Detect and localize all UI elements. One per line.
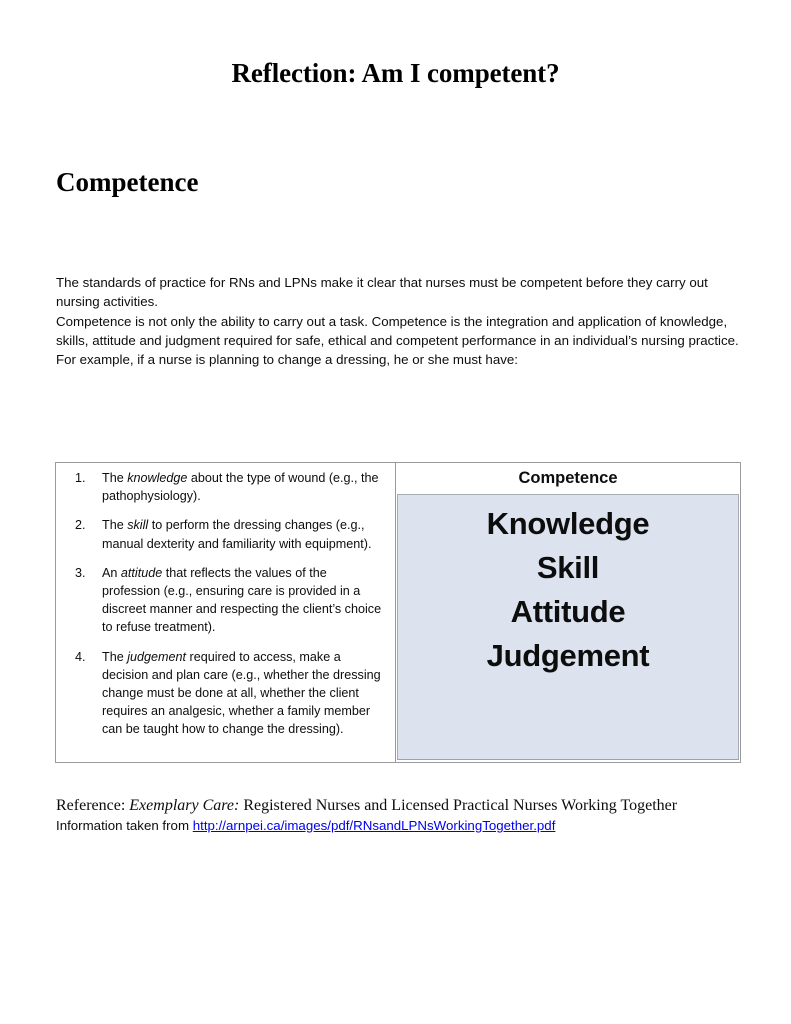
competence-table xyxy=(55,462,741,763)
requirement-item xyxy=(102,516,387,552)
competence-word: Knowledge xyxy=(486,506,650,541)
page-title: Reflection: Am I competent? xyxy=(231,58,560,88)
intro-paragraph-1: The standards of practice for RNs and LPNs make it clear that nurses must be competent before they carry out nursing activities. xyxy=(56,275,708,310)
competence-word: Attitude xyxy=(510,594,626,629)
competence-word: Judgement xyxy=(486,638,650,673)
requirement-lead: The xyxy=(102,471,128,485)
section-heading-competence: Competence xyxy=(56,167,199,197)
requirement-item xyxy=(102,648,387,739)
requirement-emphasis: judgement xyxy=(127,649,187,664)
intro-paragraph-2: Competence is not only the ability to carry out a task. Competence is the integration and application of knowledge, skills, attitude and judgment required for safe, ethical and competent performance in an individual’s nursing practice. For example, if a nurse is planning to change a dressing, he or she must have: xyxy=(56,313,739,368)
requirement-item xyxy=(102,564,387,637)
reference-label: Reference: xyxy=(56,797,130,814)
requirement-lead: An xyxy=(102,565,121,580)
requirement-emphasis: attitude xyxy=(120,565,163,580)
requirement-rest: required to access, make a decision and plan care (e.g., whether the dressing change must be done at all, whether the client requires an analgesic, whether a family member can be taught how to change the dressing). xyxy=(102,649,381,737)
requirement-lead: The xyxy=(102,518,128,533)
intro-text-block xyxy=(56,273,746,369)
reference-citation xyxy=(56,795,756,816)
requirement-emphasis: knowledge xyxy=(127,471,188,485)
requirement-emphasis: skill xyxy=(127,518,149,533)
reference-source-prefix: Information taken from xyxy=(56,818,193,833)
requirement-rest: about the type of wound (e.g., the pathophysiology). xyxy=(102,471,379,504)
reference-title-italic: Exemplary Care: xyxy=(129,797,240,814)
requirements-list xyxy=(62,469,387,739)
table-cell-requirements xyxy=(56,463,396,762)
table-cell-competence-diagram xyxy=(396,463,740,762)
competence-word: Skill xyxy=(536,550,600,585)
reference-url-link[interactable]: http://arnpei.ca/images/pdf/RNsandLPNsWorkingTogether.pdf xyxy=(192,818,556,833)
reference-block xyxy=(56,795,756,836)
requirement-rest: that reflects the values of the profession (e.g., ensuring care is provided in a discreet manner and respecting the client’s choice to refuse treatment). xyxy=(102,565,382,635)
competence-column-header: Competence xyxy=(396,463,740,494)
requirement-lead: The xyxy=(102,649,128,664)
reference-source xyxy=(56,816,756,836)
requirement-item xyxy=(102,469,387,505)
reference-title-rest: Registered Nurses and Licensed Practical Nurses Working Together xyxy=(239,797,678,814)
requirement-rest: to perform the dressing changes (e.g., manual dexterity and familiarity with equipment). xyxy=(102,518,372,551)
competence-components-box xyxy=(397,494,739,760)
